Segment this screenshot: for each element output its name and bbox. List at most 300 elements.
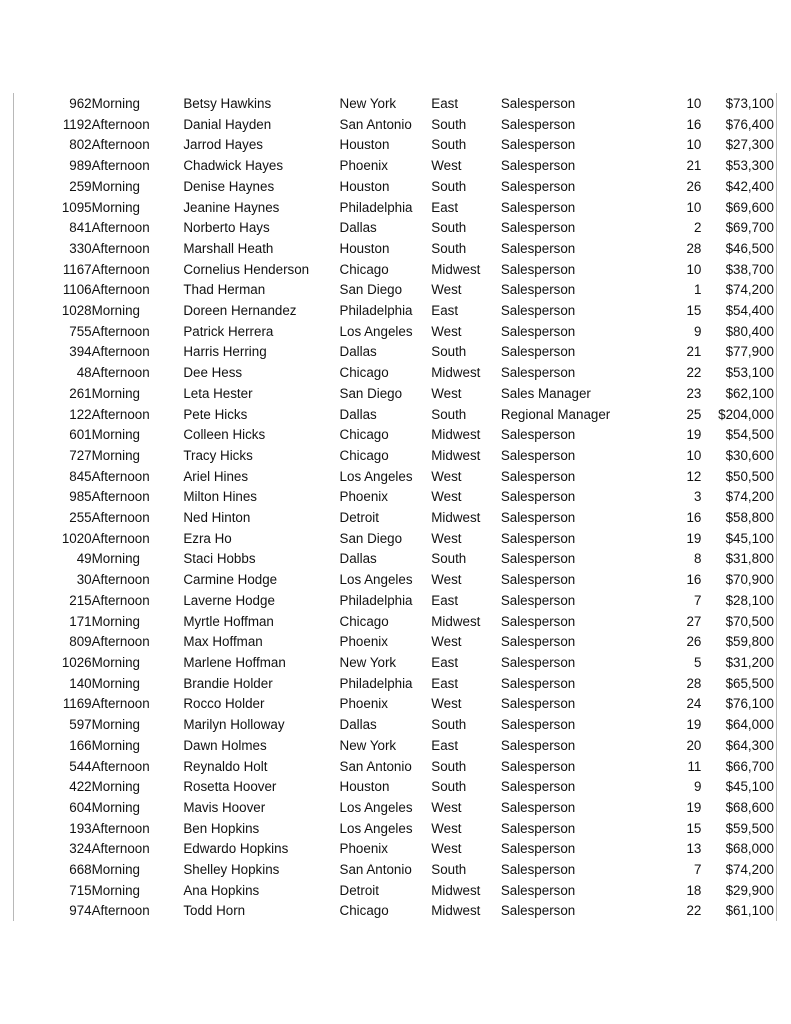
shift-cell: Morning (91, 303, 140, 319)
employee-name-cell: Marilyn Holloway (183, 717, 285, 733)
table-row (14, 135, 774, 156)
years-cell: 26 (686, 178, 702, 194)
shift-cell: Afternoon (91, 592, 150, 608)
employee-name-cell: Chadwick Hayes (183, 158, 284, 174)
employee-name-cell: Max Hoffman (183, 634, 263, 650)
city-cell: Phoenix (339, 841, 388, 857)
years-cell: 12 (686, 468, 702, 484)
city-cell: Chicago (339, 261, 389, 277)
salary-cell: $74,200 (725, 862, 774, 878)
job-title-cell: Salesperson (500, 344, 576, 360)
job-title-cell: Salesperson (500, 675, 576, 691)
shift-cell: Afternoon (91, 323, 150, 339)
city-cell: New York (339, 737, 397, 753)
city-cell: New York (339, 654, 397, 670)
years-cell: 22 (686, 365, 702, 381)
employee-id-cell: 171 (69, 613, 92, 629)
job-title-cell: Salesperson (500, 137, 576, 153)
shift-cell: Afternoon (91, 903, 150, 919)
years-cell: 21 (686, 344, 702, 360)
salary-cell: $74,200 (725, 282, 774, 298)
employee-name-cell: Dee Hess (183, 365, 243, 381)
region-cell: South (431, 406, 467, 422)
employee-id-cell: 193 (69, 820, 92, 836)
region-cell: West (431, 820, 462, 836)
table-row (14, 736, 774, 757)
table-row (14, 591, 774, 612)
shift-cell: Afternoon (91, 510, 150, 526)
job-title-cell: Salesperson (500, 220, 576, 236)
salary-cell: $38,700 (725, 261, 774, 277)
job-title-cell: Salesperson (500, 572, 576, 588)
employee-id-cell: 394 (69, 344, 92, 360)
shift-cell: Morning (91, 717, 140, 733)
region-cell: East (431, 654, 459, 670)
table-row (14, 757, 774, 778)
city-cell: Dallas (339, 406, 377, 422)
salary-cell: $73,100 (725, 96, 774, 111)
salary-cell: $70,900 (725, 572, 774, 588)
employee-id-cell: 974 (69, 903, 92, 919)
table-row (14, 487, 774, 508)
table-row (14, 177, 774, 198)
table-row (14, 529, 774, 550)
salary-cell: $54,400 (725, 303, 774, 319)
city-cell: Detroit (339, 510, 379, 526)
employee-name-cell: Colleen Hicks (183, 427, 266, 443)
shift-cell: Afternoon (91, 820, 150, 836)
years-cell: 9 (693, 323, 702, 339)
employee-id-cell: 727 (69, 447, 92, 463)
shift-cell: Afternoon (91, 406, 150, 422)
employee-name-cell: Patrick Herrera (183, 323, 274, 339)
region-cell: Midwest (431, 903, 481, 919)
city-cell: Philadelphia (339, 303, 413, 319)
employee-id-cell: 1106 (62, 282, 92, 298)
table-row (14, 301, 774, 322)
city-cell: Houston (339, 779, 390, 795)
years-cell: 5 (693, 654, 702, 670)
employee-name-cell: Rosetta Hoover (183, 779, 277, 795)
employee-name-cell: Todd Horn (183, 903, 246, 919)
table-row (14, 342, 774, 363)
job-title-cell: Salesperson (500, 903, 576, 919)
region-cell: West (431, 530, 462, 546)
employee-name-cell: Brandie Holder (183, 675, 273, 691)
job-title-cell: Salesperson (500, 158, 576, 174)
table-row (14, 632, 774, 653)
employee-id-cell: 597 (69, 717, 92, 733)
table-row (14, 612, 774, 633)
city-cell: Chicago (339, 903, 389, 919)
years-cell: 2 (693, 220, 702, 236)
table-row (14, 280, 774, 301)
salary-cell: $29,900 (725, 882, 774, 898)
shift-cell: Morning (91, 199, 140, 215)
city-cell: Dallas (339, 551, 377, 567)
salary-cell: $76,100 (725, 696, 774, 712)
city-cell: Dallas (339, 344, 377, 360)
years-cell: 22 (686, 903, 702, 919)
region-cell: Midwest (431, 510, 481, 526)
table-row (14, 446, 774, 467)
employee-name-cell: Thad Herman (183, 282, 266, 298)
region-cell: West (431, 489, 462, 505)
employee-id-cell: 989 (69, 158, 92, 174)
region-cell: Midwest (431, 882, 481, 898)
shift-cell: Afternoon (91, 696, 150, 712)
region-cell: Midwest (431, 613, 481, 629)
salary-cell: $28,100 (725, 592, 774, 608)
years-cell: 28 (686, 240, 702, 256)
employee-id-cell: 255 (69, 510, 92, 526)
years-cell: 16 (686, 572, 702, 588)
salary-cell: $50,500 (725, 468, 774, 484)
salary-cell: $45,100 (725, 530, 774, 546)
city-cell: Philadelphia (339, 199, 413, 215)
table-row (14, 467, 774, 488)
job-title-cell: Salesperson (500, 303, 576, 319)
years-cell: 24 (686, 696, 702, 712)
job-title-cell: Sales Manager (500, 385, 591, 401)
employee-id-cell: 122 (69, 406, 92, 422)
salary-cell: $45,100 (725, 779, 774, 795)
city-cell: San Diego (339, 385, 403, 401)
employee-name-cell: Ned Hinton (183, 510, 251, 526)
employee-name-cell: Ezra Ho (183, 530, 232, 546)
employee-name-cell: Dawn Holmes (183, 737, 267, 753)
city-cell: Dallas (339, 220, 377, 236)
years-cell: 7 (693, 862, 702, 878)
city-cell: Houston (339, 137, 390, 153)
employee-name-cell: Denise Haynes (183, 178, 275, 194)
years-cell: 19 (686, 717, 702, 733)
shift-cell: Afternoon (91, 116, 150, 132)
years-cell: 13 (686, 841, 702, 857)
employee-id-cell: 1020 (61, 530, 92, 546)
years-cell: 7 (693, 592, 702, 608)
employee-id-cell: 261 (69, 385, 92, 401)
job-title-cell: Salesperson (500, 282, 576, 298)
table-row (14, 363, 774, 384)
employee-id-cell: 422 (69, 779, 92, 795)
shift-cell: Morning (91, 675, 140, 691)
city-cell: Los Angeles (339, 323, 413, 339)
shift-cell: Morning (91, 779, 140, 795)
table-row (14, 94, 774, 115)
employee-id-cell: 1095 (61, 199, 92, 215)
region-cell: Midwest (431, 447, 481, 463)
table-row (14, 881, 774, 902)
employee-name-cell: Norberto Hays (183, 220, 270, 236)
employee-name-cell: Ariel Hines (183, 468, 249, 484)
employee-name-cell: Myrtle Hoffman (183, 613, 274, 629)
job-title-cell: Salesperson (500, 365, 576, 381)
table-row (14, 115, 774, 136)
salary-cell: $69,600 (725, 199, 774, 215)
employee-id-cell: 962 (69, 96, 92, 111)
region-cell: East (431, 592, 459, 608)
employee-id-cell: 601 (69, 427, 92, 443)
table-row (14, 798, 774, 819)
table-row (14, 425, 774, 446)
years-cell: 20 (686, 737, 702, 753)
job-title-cell: Salesperson (500, 779, 576, 795)
region-cell: South (431, 758, 467, 774)
city-cell: Houston (339, 178, 390, 194)
shift-cell: Morning (91, 447, 140, 463)
city-cell: Phoenix (339, 634, 388, 650)
salary-cell: $59,800 (725, 634, 774, 650)
years-cell: 16 (686, 116, 702, 132)
salary-cell: $31,200 (725, 654, 774, 670)
employee-id-cell: 1192 (62, 116, 92, 132)
table-row (14, 674, 774, 695)
region-cell: South (431, 240, 467, 256)
job-title-cell: Salesperson (500, 820, 576, 836)
table-row (14, 405, 774, 426)
shift-cell: Morning (91, 882, 140, 898)
city-cell: Phoenix (339, 489, 388, 505)
years-cell: 26 (686, 634, 702, 650)
job-title-cell: Salesperson (500, 592, 576, 608)
years-cell: 27 (686, 613, 702, 629)
shift-cell: Afternoon (91, 365, 150, 381)
employee-name-cell: Jeanine Haynes (183, 199, 280, 215)
employee-id-cell: 841 (69, 220, 92, 236)
city-cell: Chicago (339, 447, 389, 463)
city-cell: San Antonio (339, 758, 412, 774)
employee-name-cell: Danial Hayden (183, 116, 272, 132)
job-title-cell: Salesperson (500, 96, 576, 111)
employee-name-cell: Cornelius Henderson (183, 261, 310, 277)
region-cell: East (431, 737, 459, 753)
salary-cell: $66,700 (725, 758, 774, 774)
employee-id-cell: 48 (76, 365, 92, 381)
region-cell: West (431, 634, 462, 650)
shift-cell: Afternoon (91, 634, 150, 650)
table-row (14, 322, 774, 343)
job-title-cell: Salesperson (500, 199, 576, 215)
salary-cell: $53,300 (725, 158, 774, 174)
city-cell: Chicago (339, 613, 389, 629)
employee-name-cell: Harris Herring (183, 344, 267, 360)
salary-cell: $76,400 (725, 116, 774, 132)
city-cell: Chicago (339, 427, 389, 443)
years-cell: 10 (686, 137, 702, 153)
years-cell: 10 (686, 447, 702, 463)
shift-cell: Afternoon (91, 489, 150, 505)
region-cell: South (431, 717, 467, 733)
employee-name-cell: Tracy Hicks (183, 447, 253, 463)
job-title-cell: Salesperson (500, 178, 576, 194)
years-cell: 25 (686, 406, 702, 422)
job-title-cell: Salesperson (500, 468, 576, 484)
employee-id-cell: 802 (69, 137, 92, 153)
salary-cell: $70,500 (725, 613, 774, 629)
job-title-cell: Salesperson (500, 613, 576, 629)
shift-cell: Afternoon (91, 282, 150, 298)
salary-cell: $31,800 (725, 551, 774, 567)
region-cell: West (431, 468, 462, 484)
city-cell: Philadelphia (339, 675, 413, 691)
employee-id-cell: 1028 (61, 303, 92, 319)
employee-name-cell: Shelley Hopkins (183, 862, 280, 878)
employee-id-cell: 715 (69, 882, 92, 898)
job-title-cell: Salesperson (500, 654, 576, 670)
years-cell: 19 (686, 530, 702, 546)
employee-name-cell: Betsy Hawkins (183, 96, 272, 111)
table-row (14, 549, 774, 570)
region-cell: Midwest (431, 427, 481, 443)
table-row (14, 260, 774, 281)
job-title-cell: Salesperson (500, 634, 576, 650)
employee-id-cell: 330 (69, 240, 92, 256)
shift-cell: Afternoon (91, 220, 150, 236)
years-cell: 3 (693, 489, 702, 505)
region-cell: South (431, 344, 467, 360)
salary-cell: $53,100 (725, 365, 774, 381)
region-cell: West (431, 696, 462, 712)
shift-cell: Morning (91, 96, 140, 111)
region-cell: South (431, 137, 467, 153)
employee-name-cell: Laverne Hodge (183, 592, 275, 608)
years-cell: 19 (686, 799, 702, 815)
table-row (14, 694, 774, 715)
shift-cell: Afternoon (91, 841, 150, 857)
job-title-cell: Salesperson (500, 261, 576, 277)
job-title-cell: Salesperson (500, 323, 576, 339)
years-cell: 19 (686, 427, 702, 443)
shift-cell: Morning (91, 654, 140, 670)
salary-cell: $42,400 (725, 178, 774, 194)
city-cell: Phoenix (339, 158, 388, 174)
years-cell: 18 (686, 882, 702, 898)
employee-table-body (14, 94, 774, 922)
job-title-cell: Salesperson (500, 758, 576, 774)
years-cell: 10 (686, 261, 702, 277)
job-title-cell: Salesperson (500, 696, 576, 712)
years-cell: 8 (693, 551, 702, 567)
shift-cell: Morning (91, 613, 140, 629)
years-cell: 11 (687, 758, 702, 774)
shift-cell: Afternoon (91, 572, 150, 588)
employee-id-cell: 49 (76, 551, 92, 567)
region-cell: South (431, 551, 467, 567)
region-cell: West (431, 158, 462, 174)
years-cell: 15 (686, 303, 702, 319)
city-cell: Los Angeles (339, 572, 413, 588)
right-border-line (776, 93, 777, 921)
salary-cell: $69,700 (725, 220, 774, 236)
table-row (14, 819, 774, 840)
table-row (14, 239, 774, 260)
table-row (14, 715, 774, 736)
region-cell: West (431, 841, 462, 857)
shift-cell: Afternoon (91, 158, 150, 174)
city-cell: Philadelphia (339, 592, 413, 608)
region-cell: East (431, 96, 459, 111)
region-cell: Midwest (431, 365, 481, 381)
employee-name-cell: Edwardo Hopkins (183, 841, 289, 857)
table-row (14, 384, 774, 405)
salary-cell: $80,400 (725, 323, 774, 339)
job-title-cell: Salesperson (500, 862, 576, 878)
region-cell: West (431, 572, 462, 588)
job-title-cell: Regional Manager (500, 406, 611, 422)
employee-name-cell: Mavis Hoover (183, 799, 266, 815)
shift-cell: Afternoon (91, 530, 150, 546)
salary-cell: $30,600 (725, 447, 774, 463)
job-title-cell: Salesperson (500, 551, 576, 567)
employee-id-cell: 544 (69, 758, 92, 774)
employee-name-cell: Pete Hicks (183, 406, 248, 422)
salary-cell: $64,000 (725, 717, 774, 733)
job-title-cell: Salesperson (500, 116, 576, 132)
job-title-cell: Salesperson (500, 530, 576, 546)
employee-id-cell: 1026 (61, 654, 92, 670)
salary-cell: $64,300 (725, 737, 774, 753)
shift-cell: Morning (91, 737, 140, 753)
job-title-cell: Salesperson (500, 427, 576, 443)
city-cell: Los Angeles (339, 799, 413, 815)
employee-name-cell: Doreen Hernandez (183, 303, 297, 319)
city-cell: Phoenix (339, 696, 388, 712)
salary-cell: $61,100 (725, 903, 774, 919)
employee-id-cell: 166 (69, 737, 92, 753)
region-cell: West (431, 799, 462, 815)
salary-cell: $74,200 (725, 489, 774, 505)
salary-cell: $65,500 (725, 675, 774, 691)
salary-cell: $62,100 (725, 385, 774, 401)
employee-name-cell: Marshall Heath (183, 240, 274, 256)
employee-id-cell: 215 (69, 592, 92, 608)
employee-name-cell: Rocco Holder (183, 696, 265, 712)
employee-id-cell: 604 (69, 799, 92, 815)
employee-id-cell: 30 (76, 572, 92, 588)
table-row (14, 777, 774, 798)
shift-cell: Afternoon (91, 261, 150, 277)
shift-cell: Afternoon (91, 468, 150, 484)
region-cell: South (431, 779, 467, 795)
years-cell: 28 (686, 675, 702, 691)
salary-cell: $27,300 (725, 137, 774, 153)
city-cell: Detroit (339, 882, 379, 898)
job-title-cell: Salesperson (500, 240, 576, 256)
employee-id-cell: 1169 (62, 696, 92, 712)
shift-cell: Morning (91, 178, 140, 194)
employee-table (14, 94, 774, 922)
shift-cell: Morning (91, 862, 140, 878)
shift-cell: Afternoon (91, 240, 150, 256)
years-cell: 9 (693, 779, 702, 795)
job-title-cell: Salesperson (500, 447, 576, 463)
job-title-cell: Salesperson (500, 882, 576, 898)
region-cell: South (431, 220, 467, 236)
salary-cell: $68,600 (725, 799, 774, 815)
salary-cell: $68,000 (725, 841, 774, 857)
table-row (14, 218, 774, 239)
employee-name-cell: Ben Hopkins (183, 820, 260, 836)
years-cell: 10 (686, 199, 702, 215)
city-cell: Los Angeles (339, 820, 413, 836)
city-cell: San Diego (339, 530, 403, 546)
salary-cell: $59,500 (725, 820, 774, 836)
salary-cell: $204,000 (718, 406, 774, 422)
city-cell: San Diego (339, 282, 403, 298)
shift-cell: Morning (91, 799, 140, 815)
employee-id-cell: 755 (69, 323, 92, 339)
